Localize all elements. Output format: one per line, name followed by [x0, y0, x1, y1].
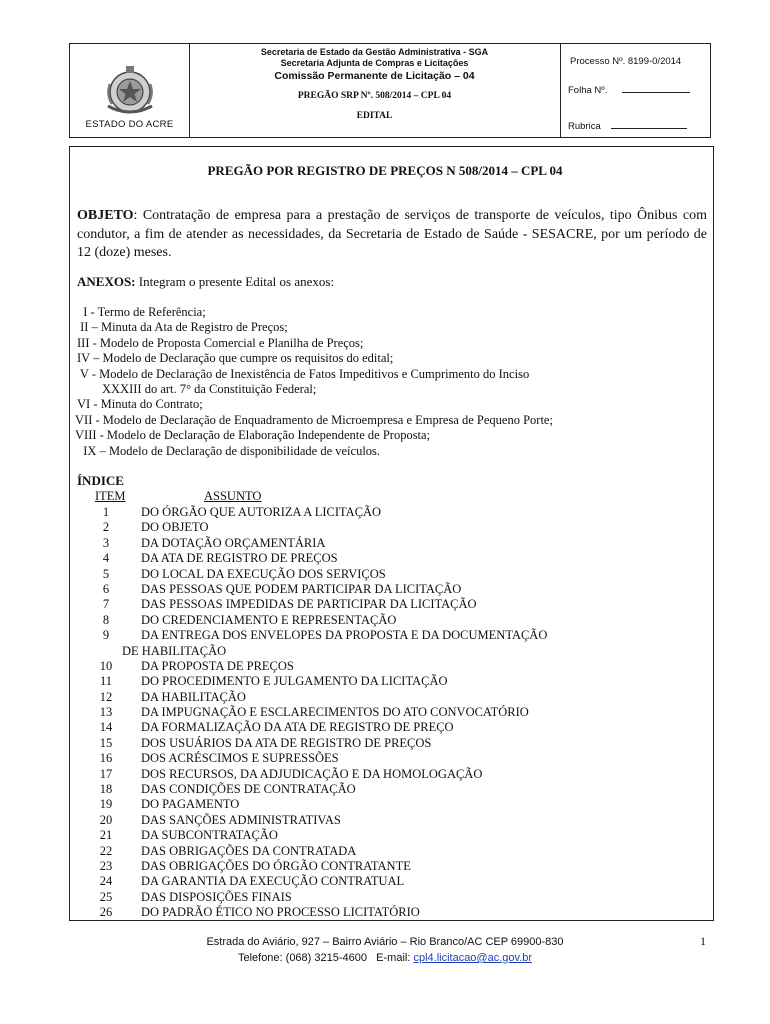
- anexos-text: Integram o presente Edital os anexos:: [135, 274, 335, 289]
- index-item-subject: DO PAGAMENTO: [141, 797, 240, 812]
- index-item-number: 11: [99, 674, 113, 689]
- rubrica-field: [568, 121, 687, 132]
- index-row: [0, 582, 770, 597]
- index-item-number: 26: [99, 905, 113, 920]
- index-item-subject: DAS CONDIÇÕES DE CONTRATAÇÃO: [141, 782, 356, 797]
- objeto-label: OBJETO: [77, 208, 134, 223]
- index-item-subject: DA SUBCONTRATAÇÃO: [141, 828, 278, 843]
- footer-address: Estrada do Aviário, 927 – Bairro Aviário – Rio Branco/AC CEP 69900-830: [206, 936, 564, 948]
- index-row: [0, 628, 770, 643]
- index-item-subject: DA ENTREGA DOS ENVELOPES DA PROPOSTA E DA DOCUMENTAÇÃO: [141, 628, 548, 643]
- index-item-number: 5: [102, 566, 110, 581]
- document-title: PREGÃO POR REGISTRO DE PREÇOS N 508/2014 – CPL 04: [207, 163, 563, 178]
- index-item-subject: DAS OBRIGAÇÕES DO ÓRGÃO CONTRATANTE: [141, 858, 411, 873]
- index-item-number: 23: [99, 858, 113, 873]
- index-item-number: 24: [99, 874, 113, 889]
- index-item-subject: DA DOTAÇÃO ORÇAMENTÁRIA: [141, 535, 326, 550]
- annex-item: XXXIII do art. 7° da Constituição Federal;: [77, 382, 317, 397]
- header-line-sga: Secretaria de Estado da Gestão Administrativa - SGA: [260, 47, 489, 57]
- state-label: ESTADO DO ACRE: [85, 119, 174, 130]
- index-item-subject: DA IMPUGNAÇÃO E ESCLARECIMENTOS DO ATO CONVOCATÓRIO: [141, 705, 529, 720]
- index-item-number: 20: [99, 812, 113, 827]
- index-col-item: ITEM: [95, 489, 126, 503]
- index-item-subject: DA PROPOSTA DE PREÇOS: [141, 658, 294, 673]
- index-item-number: 13: [99, 705, 113, 720]
- index-item-subject: DO ÓRGÃO QUE AUTORIZA A LICITAÇÃO: [141, 505, 382, 519]
- index-item-number: 21: [99, 828, 113, 843]
- annex-item: IV – Modelo de Declaração que cumpre os requisitos do edital;: [77, 351, 394, 366]
- document-header: [69, 43, 711, 138]
- index-row: [0, 551, 770, 566]
- index-row: [0, 890, 770, 905]
- index-row: [0, 705, 770, 720]
- index-row: [0, 505, 770, 520]
- index-item-number: 6: [102, 581, 110, 596]
- index-item-subject: DO LOCAL DA EXECUÇÃO DOS SERVIÇOS: [141, 566, 386, 581]
- index-item-number: 4: [102, 551, 110, 566]
- index-item-subject: DA FORMALIZAÇÃO DA ATA DE REGISTRO DE PREÇO: [141, 720, 454, 735]
- rubrica-blank: [611, 128, 687, 129]
- anexos-intro: [77, 274, 334, 290]
- index-item-subject: DO OBJETO: [141, 520, 209, 535]
- header-line-edital: EDITAL: [356, 111, 393, 121]
- index-item-subject: DAS SANÇÕES ADMINISTRATIVAS: [141, 812, 341, 827]
- folha-label: Folha Nº.: [568, 85, 608, 96]
- index-item-subject: DO PADRÃO ÉTICO NO PROCESSO LICITATÓRIO: [141, 905, 420, 920]
- header-line-pregao: PREGÃO SRP Nº. 508/2014 – CPL 04: [297, 91, 452, 101]
- page-number: 1: [700, 934, 706, 948]
- index-item-subject: DAS DISPOSIÇÕES FINAIS: [141, 889, 292, 904]
- index-item-subject: DAS PESSOAS IMPEDIDAS DE PARTICIPAR DA LICITAÇÃO: [141, 597, 477, 612]
- acre-crest-logo: [100, 62, 160, 122]
- annex-item: VI - Minuta do Contrato;: [77, 397, 203, 412]
- index-item-subject-cont: DE HABILITAÇÃO: [122, 643, 227, 658]
- footer-phone: Telefone: (068) 3215-4600 E-mail:: [237, 952, 411, 964]
- footer-email-link[interactable]: cpl4.licitacao@ac.gov.br: [413, 952, 533, 964]
- index-item-number: 7: [102, 597, 110, 612]
- index-item-number: 22: [99, 843, 113, 858]
- annex-item: IX – Modelo de Declaração de disponibilidade de veículos.: [77, 443, 381, 458]
- index-item-subject: DA HABILITAÇÃO: [141, 689, 246, 704]
- index-row: [0, 736, 770, 751]
- index-row: [0, 844, 770, 859]
- index-col-assunto: ASSUNTO: [204, 489, 262, 503]
- header-line-comissao: Comissão Permanente de Licitação – 04: [274, 70, 475, 82]
- folha-blank: [622, 92, 690, 93]
- header-logo-cell: [70, 44, 190, 137]
- index-row: [0, 520, 770, 535]
- index-item-number: 3: [102, 535, 110, 550]
- index-item-number: 19: [99, 797, 113, 812]
- index-row-continuation: [0, 644, 770, 659]
- annex-list: [77, 305, 707, 459]
- index-item-number: 17: [99, 766, 113, 781]
- index-row: [0, 767, 770, 782]
- process-number: Processo Nº. 8199-0/2014: [570, 56, 682, 67]
- index-item-subject: DAS OBRIGAÇÕES DA CONTRATADA: [141, 843, 357, 858]
- index-item-number: 18: [99, 782, 113, 797]
- annex-item: I - Termo de Referência;: [77, 305, 206, 319]
- index-item-subject: DA GARANTIA DA EXECUÇÃO CONTRATUAL: [141, 874, 405, 889]
- header-line-secretaria: Secretaria Adjunta de Compras e Licitações: [280, 58, 469, 68]
- index-item-number: 10: [99, 658, 113, 673]
- index-item-number: 1: [102, 505, 110, 519]
- index-item-number: 15: [99, 735, 113, 750]
- index-row: [0, 813, 770, 828]
- index-row: [0, 874, 770, 889]
- annex-item: V - Modelo de Declaração de Inexistência de Fatos Impeditivos e Cumprimento do Inciso: [77, 366, 530, 381]
- index-row: [0, 720, 770, 735]
- index-row: [0, 782, 770, 797]
- index-item-subject: DA ATA DE REGISTRO DE PREÇOS: [141, 551, 338, 566]
- index-item-number: 25: [99, 889, 113, 904]
- index-item-subject: DOS ACRÉSCIMOS E SUPRESSÕES: [141, 751, 339, 766]
- annex-item: III - Modelo de Proposta Comercial e Planilha de Preços;: [77, 335, 364, 350]
- index-heading: ÍNDICE: [77, 473, 124, 488]
- index-row: [0, 674, 770, 689]
- index-item-subject: DAS PESSOAS QUE PODEM PARTICIPAR DA LICITAÇÃO: [141, 581, 462, 596]
- index-item-number: 2: [102, 520, 110, 535]
- index-row: [0, 597, 770, 612]
- index-item-subject: DO CREDENCIAMENTO E REPRESENTAÇÃO: [141, 612, 397, 627]
- index-row: [0, 859, 770, 874]
- objeto-text: : Contratação de empresa para a prestação de serviços de transporte de veículos, tipo Ônibus com condutor, a fim de atender as necessidades, da Secretaria de Estado de Saúde - SESACRE, por um período de 12 (doze) meses.: [77, 208, 707, 260]
- index-item-subject: DOS RECURSOS, DA ADJUDICAÇÃO E DA HOMOLOGAÇÃO: [141, 766, 483, 781]
- index-table: [0, 505, 770, 921]
- header-title-cell: [189, 44, 561, 137]
- index-item-subject: DOS USUÁRIOS DA ATA DE REGISTRO DE PREÇOS: [141, 735, 432, 750]
- footer-contact: [0, 952, 770, 964]
- index-row: [0, 797, 770, 812]
- index-item-number: 8: [102, 612, 110, 627]
- index-row: [0, 690, 770, 705]
- index-row: [0, 567, 770, 582]
- annex-item: II – Minuta da Ata de Registro de Preços;: [77, 320, 288, 335]
- index-item-number: 9: [102, 628, 110, 643]
- objeto-paragraph: [77, 207, 707, 263]
- header-process-cell: [560, 44, 710, 137]
- rubrica-label: Rubrica: [568, 121, 601, 132]
- annex-item: VIII - Modelo de Declaração de Elaboração Independente de Proposta;: [75, 428, 431, 443]
- index-row: [0, 905, 770, 920]
- index-row: [0, 659, 770, 674]
- index-row: [0, 613, 770, 628]
- index-row: [0, 536, 770, 551]
- index-item-number: 12: [99, 689, 113, 704]
- index-item-subject: DO PROCEDIMENTO E JULGAMENTO DA LICITAÇÃO: [141, 674, 448, 689]
- index-item-number: 16: [99, 751, 113, 766]
- annex-item: VII - Modelo de Declaração de Enquadramento de Microempresa e Empresa de Pequeno Porte;: [75, 412, 553, 427]
- index-row: [0, 828, 770, 843]
- index-item-number: 14: [99, 720, 113, 735]
- folha-field: [568, 85, 690, 96]
- index-row: [0, 751, 770, 766]
- anexos-label: ANEXOS:: [77, 274, 136, 289]
